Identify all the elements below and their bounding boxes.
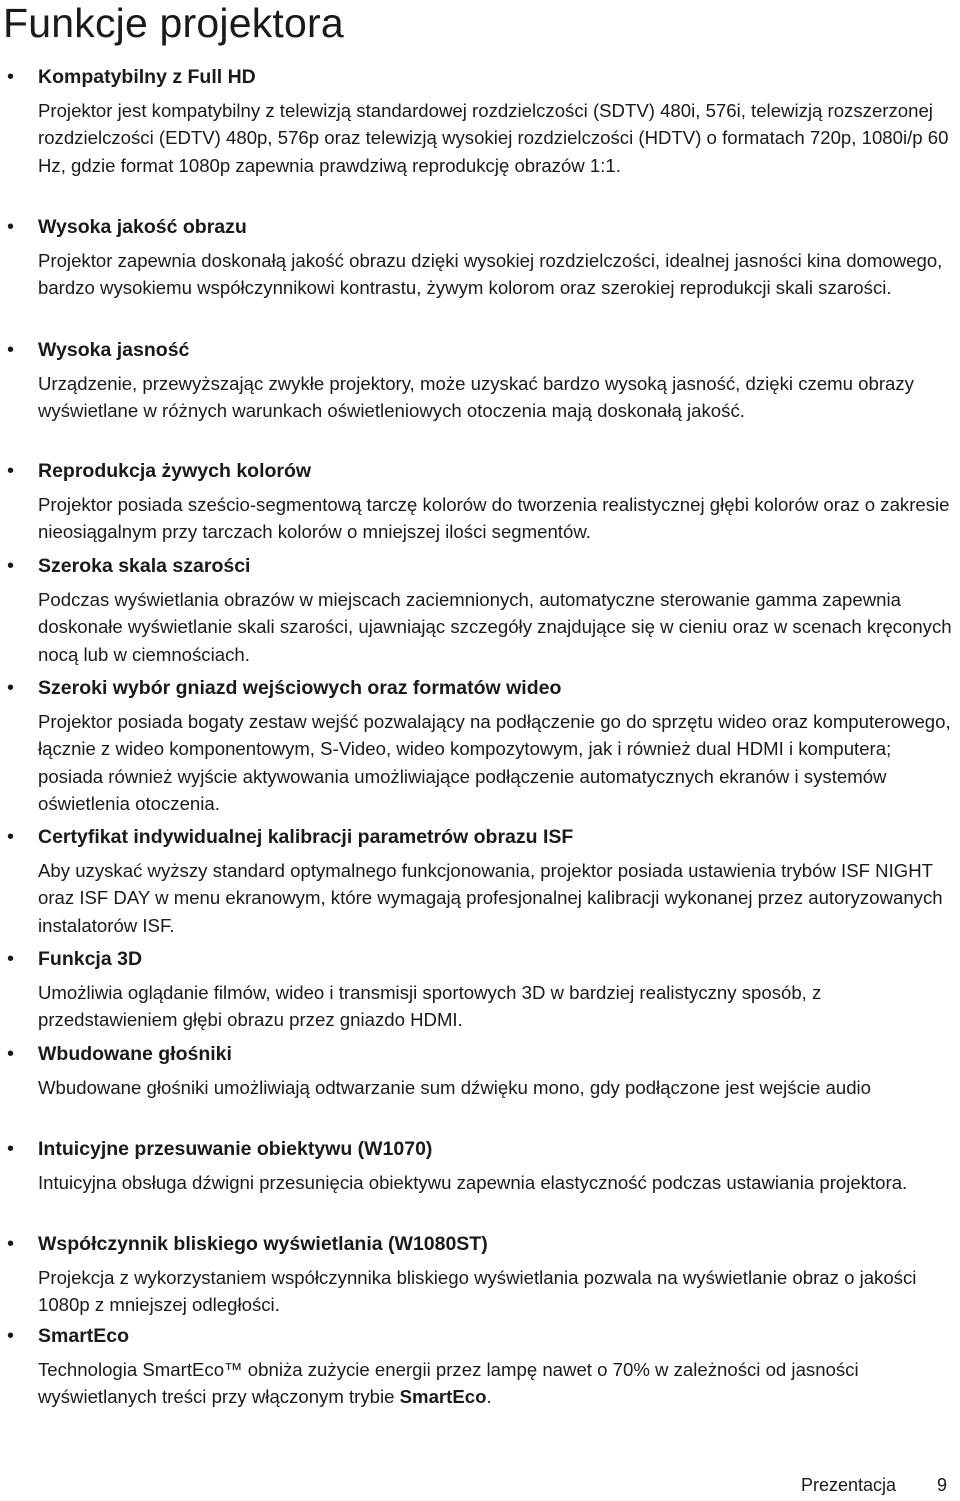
bullet-icon: • xyxy=(7,216,15,238)
feature-description xyxy=(38,1356,956,1411)
feature-title: SmartEco xyxy=(38,1325,130,1347)
feature-description-text: Technologia SmartEco™ obniża zużycie energii przez lampę nawet o 70% w zależności od jasności wyświetlanych treści przy włączonym trybie xyxy=(38,1359,859,1408)
feature-description: Intuicyjna obsługa dźwigni przesunięcia obiektywu zapewnia elastyczność podczas ustawiania projektora. xyxy=(38,1172,908,1193)
feature-description: Wbudowane głośniki umożliwiają odtwarzanie sum dźwięku mono, gdy podłączone jest wejście audio xyxy=(38,1077,872,1098)
feature-title: Wysoka jakość obrazu xyxy=(38,216,247,238)
bullet-icon: • xyxy=(7,66,15,88)
feature-title: Intuicyjne przesuwanie obiektywu (W1070) xyxy=(38,1138,433,1160)
feature-description: Projekcja z wykorzystaniem współczynnika bliskiego wyświetlania pozwala na wyświetlanie obraz o jakości 1080p z mniejszej odległości. xyxy=(38,1267,917,1316)
bullet-icon: • xyxy=(7,1233,15,1255)
sentence-end: . xyxy=(486,1386,492,1408)
bullet-icon: • xyxy=(7,555,15,577)
feature-title: Certyfikat indywidualnej kalibracji parametrów obrazu ISF xyxy=(38,826,574,848)
feature-title: Wysoka jasność xyxy=(38,339,190,361)
feature-title: Współczynnik bliskiego wyświetlania (W1080ST) xyxy=(38,1233,488,1255)
feature-title: Wbudowane głośniki xyxy=(38,1043,232,1065)
bullet-icon: • xyxy=(7,1043,15,1065)
feature-title: Funkcja 3D xyxy=(38,948,143,970)
feature-description: Aby uzyskać wyższy standard optymalnego funkcjonowania, projektor posiada ustawienia trybów ISF NIGHT oraz ISF DAY w menu ekranowym, które wymagają profesjonalnej kalibracji wykonanej przez autoryzowanych instalatorów ISF. xyxy=(38,860,943,936)
bullet-icon: • xyxy=(7,1138,15,1160)
feature-description: Urządzenie, przewyższając zwykłe projektory, może uzyskać bardzo wysoką jasność, dzięki czemu obrazy wyświetlane w różnych warunkach oświetleniowych otoczenia mają doskonałą jakość. xyxy=(38,373,914,422)
feature-description: Umożliwia oglądanie filmów, wideo i transmisji sportowych 3D w bardziej realistyczny sposób, z przedstawieniem głębi obrazu przez gniazdo HDMI. xyxy=(38,982,822,1031)
page-title: Funkcje projektora xyxy=(3,0,344,46)
feature-title: Szeroka skala szarości xyxy=(38,555,251,577)
feature-description: Projektor posiada sześcio-segmentową tarczę kolorów do tworzenia realistycznej głębi kolorów oraz o zakresie nieosiągalnym przy tarczach kolorów o mniejszej ilości segmentów. xyxy=(38,494,950,543)
feature-description: Projektor posiada bogaty zestaw wejść pozwalający na podłączenie go do sprzętu wideo oraz komputerowego, łącznie z wideo komponentowym, S-Video, wideo kompozytowym, jak i również dual HDMI i komputera; posiada również wyjście aktywowania umożliwiające podłączenie automatycznych ekranów i systemów oświetlenia otoczenia. xyxy=(38,711,951,814)
feature-description: Podczas wyświetlania obrazów w miejscach zaciemnionych, automatyczne sterowanie gamma zapewnia doskonałe wyświetlanie skali szarości, ujawniając szczegóły znajdujące się w cieniu oraz w scenach kręconych nocą lub w ciemnościach. xyxy=(38,589,952,665)
smarteco-emphasis: SmartEco xyxy=(399,1386,487,1408)
feature-title: Kompatybilny z Full HD xyxy=(38,66,256,88)
bullet-icon: • xyxy=(7,460,15,482)
feature-description: Projektor zapewnia doskonałą jakość obrazu dzięki wysokiej rozdzielczości, idealnej jasności kina domowego, bardzo wysokiemu współczynnikowi kontrastu, żywym kolorom oraz szerokiej reprodukcji skali szarości. xyxy=(38,250,943,299)
footer-section-name: Prezentacja xyxy=(801,1475,897,1495)
bullet-icon: • xyxy=(7,677,15,699)
bullet-icon: • xyxy=(7,1325,15,1347)
bullet-icon: • xyxy=(7,948,15,970)
bullet-icon: • xyxy=(7,826,15,848)
feature-title: Reprodukcja żywych kolorów xyxy=(38,460,312,482)
feature-description: Projektor jest kompatybilny z telewizją standardowej rozdzielczości (SDTV) 480i, 576i, telewizją rozszerzonej rozdzielczości (EDTV) 480p, 576p oraz telewizją wysokiej rozdzielczości (HDTV) o formatach 720p, 1080i/p 60 Hz, gdzie format 1080p zapewnia prawdziwą reprodukcję obrazów 1:1. xyxy=(38,100,949,176)
bullet-icon: • xyxy=(7,339,15,361)
footer-page-number: 9 xyxy=(937,1475,948,1495)
feature-title: Szeroki wybór gniazd wejściowych oraz formatów wideo xyxy=(38,677,562,699)
